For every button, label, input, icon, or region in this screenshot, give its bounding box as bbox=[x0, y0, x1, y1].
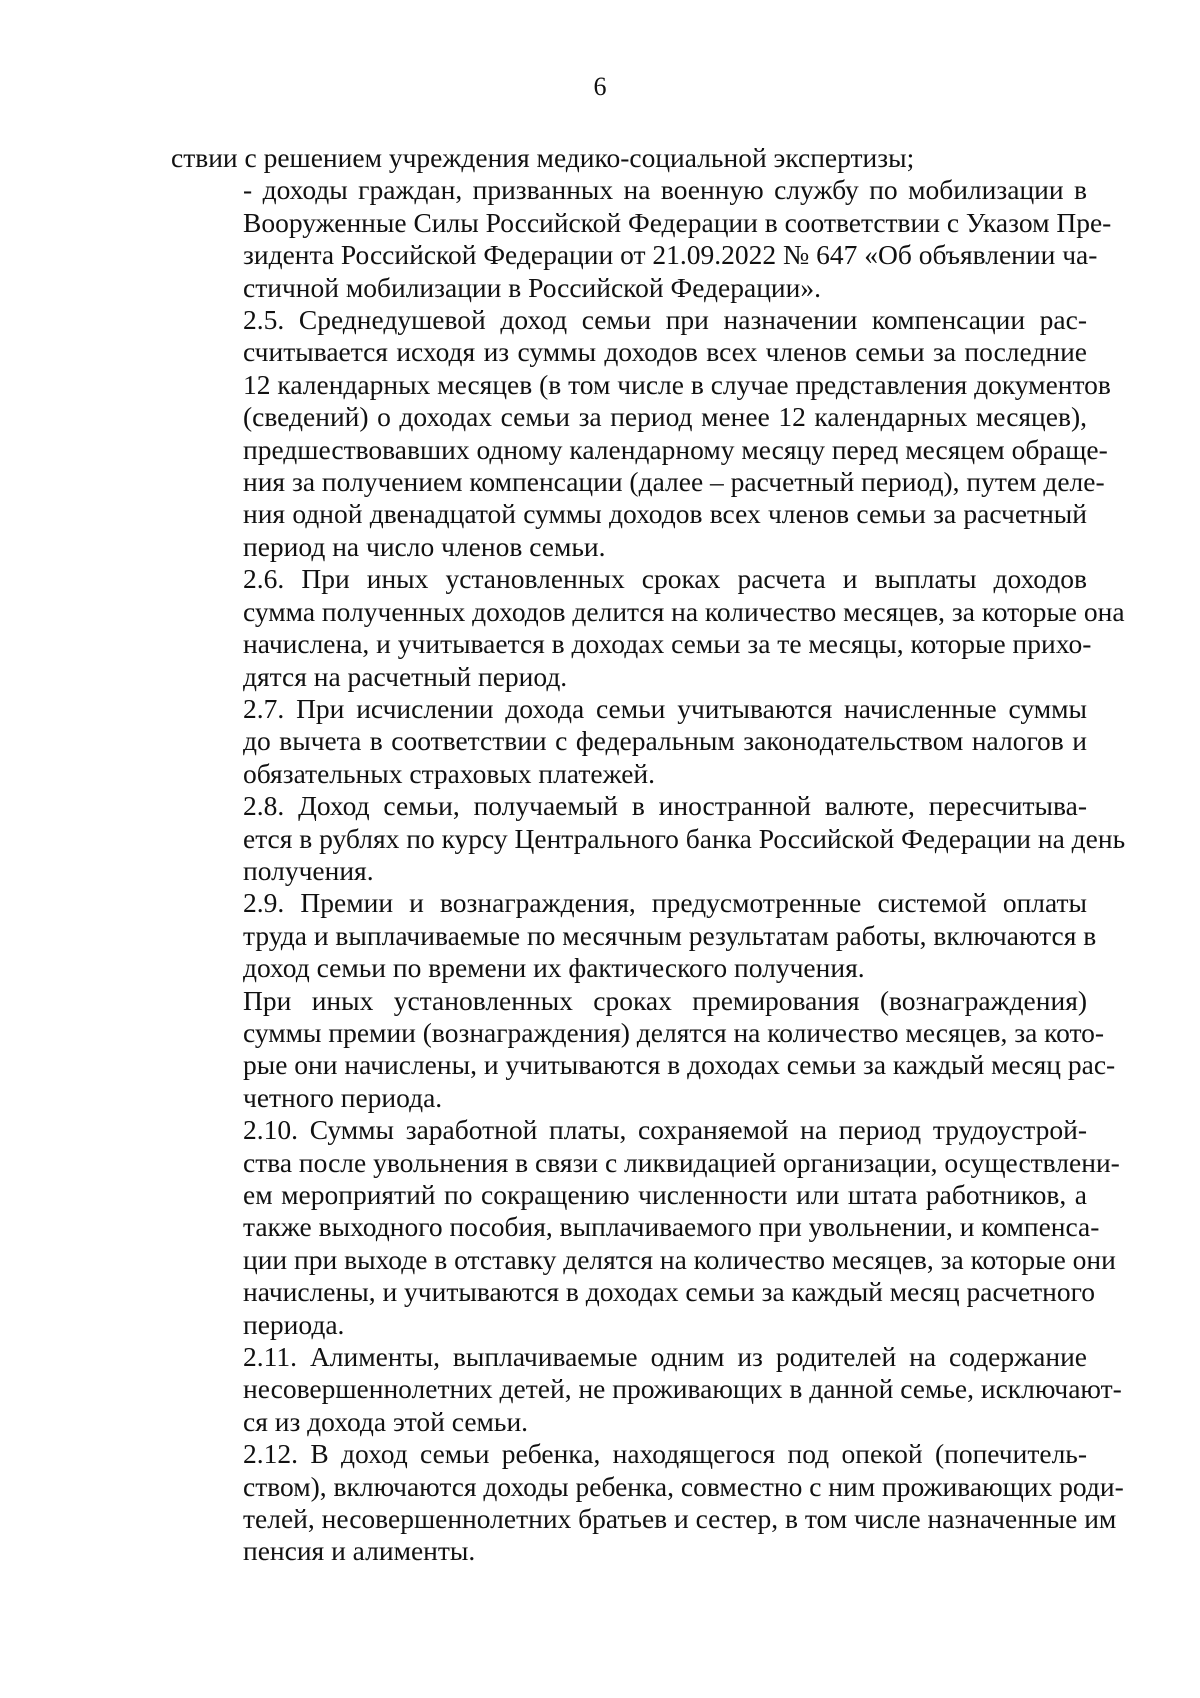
text-line: стичной мобилизации в Российской Федерации». bbox=[243, 271, 821, 303]
text-line: рые они начислены, и учитываются в доходах семьи за каждый месяц рас- bbox=[243, 1049, 1116, 1081]
text-line: ствии с решением учреждения медико-социальной экспертизы; bbox=[171, 142, 915, 173]
text-line: ства после увольнения в связи с ликвидацией организации, осуществлени- bbox=[243, 1146, 1120, 1178]
text-line: начислена, и учитывается в доходах семьи за те месяцы, которые прихо- bbox=[243, 628, 1092, 660]
text-line: несовершеннолетних детей, не проживающих в данной семье, исключают- bbox=[243, 1373, 1122, 1405]
text-line: - доходы граждан, призванных на военную службу по мобилизации в bbox=[243, 174, 1087, 206]
text-line: период на число членов семьи. bbox=[243, 530, 606, 562]
text-line: зидента Российской Федерации от 21.09.2022 № 647 «Об объявлении ча- bbox=[243, 239, 1098, 271]
text-line: суммы премии (вознаграждения) делятся на количество месяцев, за кото- bbox=[243, 1016, 1105, 1048]
text-line: ется в рублях по курсу Центрального банка Российской Федерации на день bbox=[243, 822, 1126, 854]
text-line: 12 календарных месяцев (в том числе в случае представления документов bbox=[243, 368, 1111, 400]
text-line: до вычета в соответствии с федеральным законодательством налогов и bbox=[243, 725, 1087, 757]
text-line: ством), включаются доходы ребенка, совместно с ним проживающих роди- bbox=[243, 1470, 1124, 1502]
text-line: ции при выходе в отставку делятся на количество месяцев, за которые они bbox=[243, 1243, 1116, 1275]
text-line: 2.9. Премии и вознаграждения, предусмотренные системой оплаты bbox=[243, 887, 1087, 919]
text-line: дятся на расчетный период. bbox=[243, 660, 568, 692]
paragraph bbox=[171, 1114, 1120, 1341]
text-line: ся из дохода этой семьи. bbox=[243, 1405, 529, 1437]
paragraph bbox=[171, 304, 1111, 563]
text-line: доход семьи по времени их фактического получения. bbox=[243, 952, 865, 984]
text-line: 2.12. В доход семьи ребенка, находящегося под опекой (попечитель- bbox=[243, 1438, 1087, 1470]
text-line: пенсия и алименты. bbox=[243, 1535, 476, 1567]
text-line: (сведений) о доходах семьи за период менее 12 календарных месяцев), bbox=[243, 401, 1087, 433]
paragraph bbox=[171, 174, 1112, 304]
text-line: ния за получением компенсации (далее – расчетный период), путем деле- bbox=[243, 466, 1105, 498]
text-line: считывается исходя из суммы доходов всех членов семьи за последние bbox=[243, 336, 1087, 368]
text-line: периода. bbox=[243, 1308, 345, 1340]
paragraph bbox=[171, 693, 1087, 790]
text-line: предшествовавших одному календарному месяцу перед месяцем обраще- bbox=[243, 433, 1108, 465]
paragraph bbox=[171, 1438, 1124, 1568]
text-line: 2.7. При исчислении дохода семьи учитываются начисленные суммы bbox=[243, 692, 1087, 724]
paragraph bbox=[171, 142, 1087, 174]
text-line: ния одной двенадцатой суммы доходов всех членов семьи за расчетный bbox=[243, 498, 1087, 530]
text-line: четного периода. bbox=[243, 1081, 443, 1113]
text-line: также выходного пособия, выплачиваемого при увольнении, и компенса- bbox=[243, 1211, 1100, 1243]
document-body bbox=[171, 142, 1126, 1568]
text-line: начислены, и учитываются в доходах семьи за каждый месяц расчетного bbox=[243, 1276, 1095, 1308]
text-line: 2.8. Доход семьи, получаемый в иностранной валюте, пересчитыва- bbox=[243, 790, 1087, 822]
text-line: 2.5. Среднедушевой доход семьи при назначении компенсации рас- bbox=[243, 304, 1087, 336]
text-line: Вооруженные Силы Российской Федерации в соответствии с Указом Пре- bbox=[243, 206, 1112, 238]
text-line: 2.10. Суммы заработной платы, сохраняемой на период трудоустрой- bbox=[243, 1114, 1087, 1146]
text-line: 2.11. Алименты, выплачиваемые одним из родителей на содержание bbox=[243, 1341, 1087, 1373]
text-line: сумма полученных доходов делится на количество месяцев, за которые она bbox=[243, 595, 1125, 627]
paragraph bbox=[171, 790, 1126, 887]
paragraph bbox=[171, 563, 1125, 693]
text-line: труда и выплачиваемые по месячным результатам работы, включаются в bbox=[243, 919, 1097, 951]
text-line: телей, несовершеннолетних братьев и сестер, в том числе назначенные им bbox=[243, 1503, 1117, 1535]
text-line: При иных установленных сроках премирования (вознаграждения) bbox=[243, 984, 1087, 1016]
text-line: ем мероприятий по сокращению численности или штата работников, а bbox=[243, 1179, 1087, 1210]
paragraph bbox=[171, 887, 1097, 984]
text-line: обязательных страховых платежей. bbox=[243, 757, 656, 789]
text-line: получения. bbox=[243, 854, 374, 886]
paragraph bbox=[171, 984, 1116, 1115]
text-line: 2.6. При иных установленных сроках расчета и выплаты доходов bbox=[243, 563, 1087, 595]
paragraph bbox=[171, 1341, 1122, 1438]
page-number: 6 bbox=[593, 72, 607, 101]
